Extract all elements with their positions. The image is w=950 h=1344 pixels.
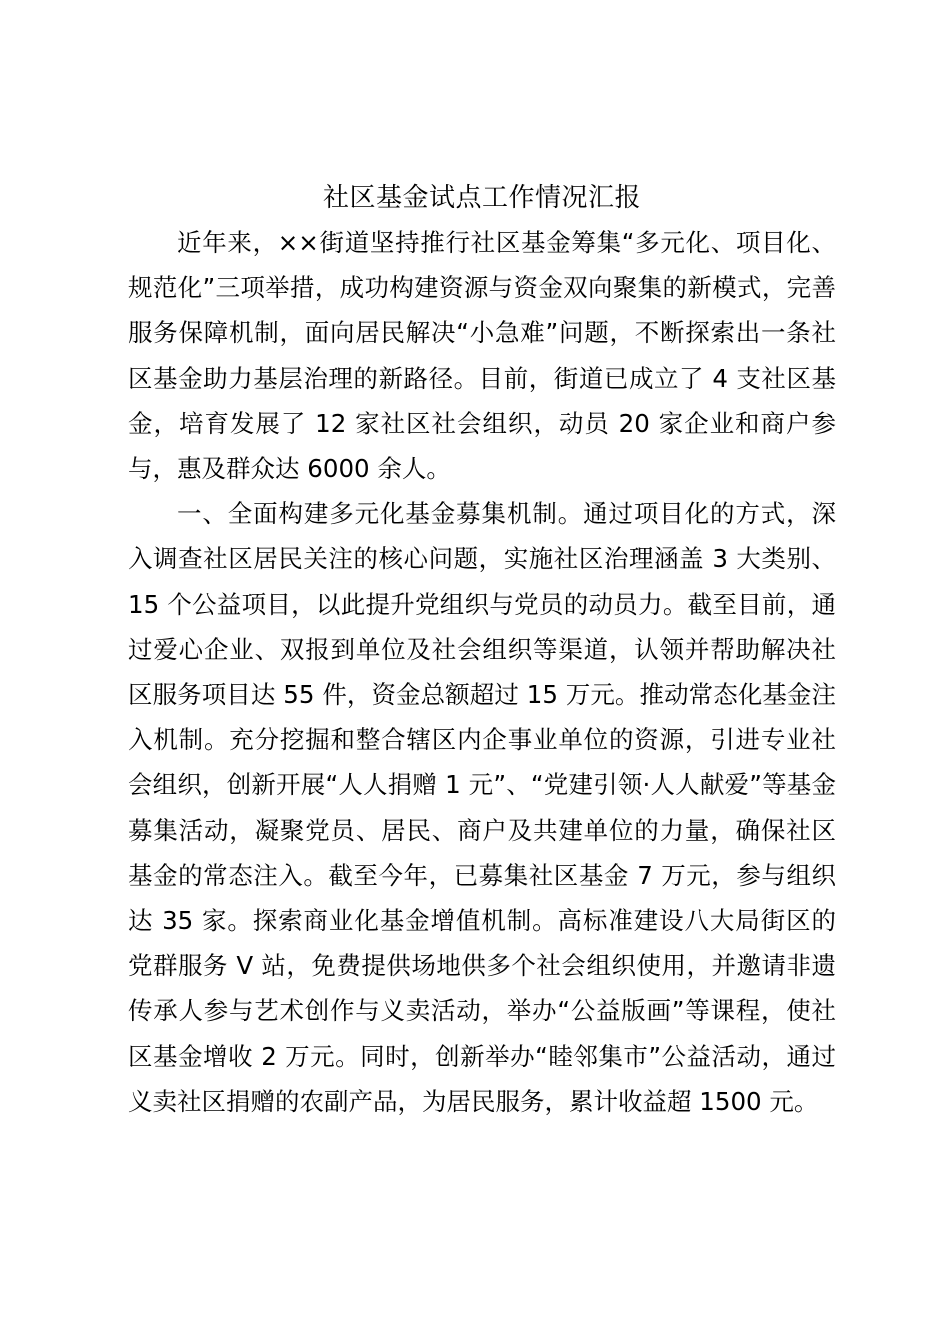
document-title: 社区基金试点工作情况汇报 [322,183,641,213]
intro-paragraph: 近年来，××街道坚持推行社区基金筹集“多元化、项目化、规范化”三项举措，成功构建资源与资金双向聚集的新模式，完善服务保障机制，面向居民解决“小急难”问题，不断探索出一条社区基金助力基层治理的新路径。目前，街道已成立了 4 支社区基金，培育发展了 12 家社区社会组织，动员 20 家企业和商户参与，惠及群众达 6000 余人。 [128,228,836,484]
section-one-paragraph: 一、全面构建多元化基金募集机制。通过项目化的方式，深入调查社区居民关注的核心问题，实施社区治理涵盖 3 大类别、15 个公益项目，以此提升党组织与党员的动员力。截至目前，通过爱心企业、双报到单位及社会组织等渠道，认领并帮助解决社区服务项目达 55 件，资金总额超过 15 万元。推动常态化基金注入机制。充分挖掘和整合辖区内企事业单位的资源，引进专业社会组织，创新开展“人人捐赠 1 元”、“党建引领·人人献爱”等基金募集活动，凝聚党员、居民、商户及共建单位的力量，确保社区基金的常态注入。截至今年，已募集社区基金 7 万元，参与组织达 35 家。探索商业化基金增值机制。高标准建设八大局街区的党群服务 V 站，免费提供场地供多个社会组织使用，并邀请非遗传承人参与艺术创作与义卖活动，举办“公益版画”等课程，使社区基金增收 2 万元。同时，创新举办“睦邻集市”公益活动，通过义卖社区捐赠的农副产品，为居民服务，累计收益超 1500 元。 [128,499,836,1116]
document-page [128,176,836,1124]
